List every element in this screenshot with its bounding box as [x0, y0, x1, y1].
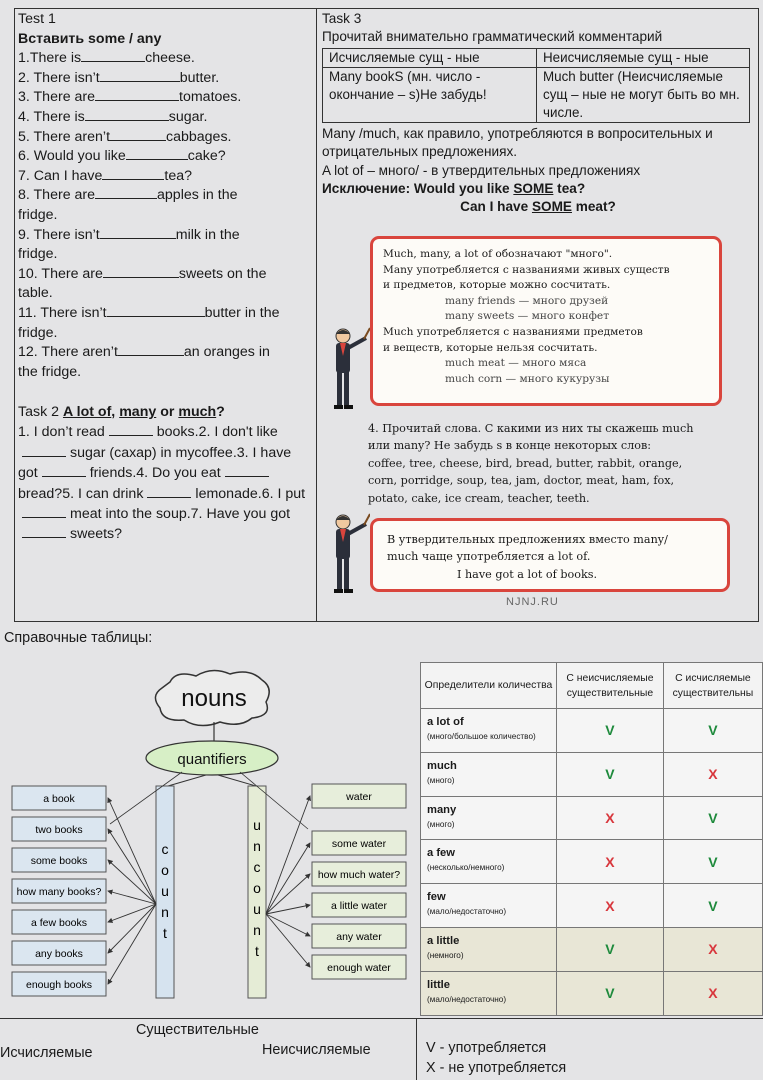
- qtable-determiner-cell: [421, 971, 557, 1015]
- task3-section: [322, 10, 754, 217]
- test1-section: [18, 10, 314, 382]
- task2-item-text: bread?: [18, 485, 63, 502]
- uncount-example-box: [266, 893, 406, 917]
- qtable-mark-cell: V: [557, 752, 664, 796]
- instr-much: much: [178, 404, 217, 420]
- exception-line-2: [322, 198, 754, 216]
- count-letter: t: [163, 925, 167, 941]
- task2-item-text: friends.: [89, 465, 137, 482]
- rule-line: и предметов, которые можно сосчитать.: [383, 279, 611, 292]
- qtable-row: [421, 752, 763, 796]
- qtable-mark-cell: X: [663, 752, 762, 796]
- uncount-letter: c: [253, 859, 261, 875]
- count-arrow: [108, 904, 156, 953]
- uncount-example-label: any water: [336, 931, 382, 943]
- test1-item-text: 10. There are: [18, 265, 103, 282]
- answer-blank[interactable]: [95, 187, 157, 199]
- answer-blank[interactable]: [81, 50, 145, 62]
- answer-blank[interactable]: [85, 109, 169, 121]
- uncount-arrow: [266, 874, 310, 914]
- footer-vertical-divider: [416, 1018, 417, 1080]
- exception-label: Исключение: Would you like: [322, 181, 514, 197]
- determiner-translation: (много/большое количество): [427, 732, 536, 741]
- rule-many-much: Many /much, как правило, употребляются в вопросительных и отрицательных предложениях.: [322, 125, 713, 160]
- rule-line: Much, many, a lot of обозначают "много".: [383, 248, 613, 260]
- rule-line: much чаще употребляется a lot of.: [387, 550, 591, 564]
- test1-item: [18, 108, 314, 128]
- qtable-determiner-cell: [421, 840, 557, 884]
- test1-item-text: cabbages.: [166, 128, 232, 145]
- test1-item: [18, 265, 314, 285]
- test1-item-text: 11. There isn’t: [18, 304, 107, 321]
- grammar-table: [322, 48, 750, 123]
- test1-item-text: cake?: [187, 148, 226, 165]
- count-arrow: [108, 904, 156, 984]
- qtable-mark-cell: V: [663, 840, 762, 884]
- qtable-header-determiner: Определители количества: [421, 663, 557, 709]
- uncount-letter: n: [253, 922, 261, 938]
- exercise-line: corn, porridge, soup, tea, jam, doctor, meat, ham, fox,: [368, 474, 675, 488]
- task2-item-text: sugar (сахар) in my: [70, 444, 195, 461]
- watermark: NJNJ.RU: [506, 596, 559, 608]
- exercise-line: coffee, tree, cheese, bird, bread, butter, rabbit, orange,: [368, 456, 683, 470]
- task3-title: Task 3: [322, 11, 362, 26]
- test1-item-text: tomatoes.: [179, 89, 242, 106]
- answer-blank[interactable]: [100, 70, 180, 82]
- uncount-letter: n: [253, 838, 261, 854]
- qtable-mark-cell: X: [557, 884, 664, 928]
- qtable-row: [421, 884, 763, 928]
- quantifiers-label: quantifiers: [177, 751, 247, 768]
- uncount-arrow: [266, 905, 310, 914]
- test1-item-text: cheese.: [145, 50, 195, 67]
- task2-item-text: 2. I don't like: [198, 424, 278, 441]
- test1-item-continuation: fridge.: [18, 324, 58, 341]
- answer-blank[interactable]: [100, 227, 176, 239]
- nouns-label: nouns: [181, 685, 247, 712]
- rule-line: и веществ, которые нельзя сосчитать.: [383, 341, 598, 354]
- instr-sep: or: [156, 404, 179, 420]
- uncount-arrow: [266, 914, 310, 967]
- count-letter: u: [161, 883, 169, 899]
- rule-line: I have got a lot of books.: [457, 567, 598, 581]
- determiner-name: much: [427, 759, 457, 772]
- qtable-header-uncountable: С неисчисляемые существительные: [557, 663, 664, 709]
- qtable-determiner-cell: [421, 796, 557, 840]
- answer-blank[interactable]: [147, 486, 191, 498]
- uncount-letter: u: [253, 817, 261, 833]
- qtable-mark-cell: V: [557, 927, 664, 971]
- uncount-arrow: [266, 914, 310, 936]
- uncount-example-label: how much water?: [317, 869, 401, 881]
- rule-line: many friends — много друзей: [445, 294, 609, 307]
- count-letter: n: [161, 904, 169, 920]
- task2-item-text: sweets?: [70, 526, 123, 543]
- count-example-label: two books: [35, 824, 83, 836]
- qtable-row: [421, 840, 763, 884]
- exception-some: SOME: [513, 181, 554, 197]
- determiner-name: little: [427, 978, 450, 991]
- answer-blank[interactable]: [225, 465, 269, 477]
- qtable-determiner-cell: [421, 884, 557, 928]
- task2-item-text: 3. I have got: [18, 444, 292, 482]
- rule-box-a-lot-of: [370, 518, 730, 592]
- uncount-example-label: a little water: [330, 900, 388, 912]
- task2-item-text: 5. I can drink: [62, 485, 144, 502]
- test1-item-continuation: table.: [18, 285, 53, 302]
- task2-item-text: 7. Have you got: [190, 506, 291, 523]
- column-divider: [316, 8, 317, 622]
- quantifiers-ellipse: [146, 741, 278, 775]
- task2-item: [62, 486, 262, 502]
- test1-item: [18, 69, 314, 89]
- uncount-arrow: [266, 843, 310, 914]
- count-example-box: [12, 879, 156, 904]
- qtable-row: [421, 971, 763, 1015]
- rule-line: В утвердительных предложениях вместо many/: [387, 533, 668, 546]
- test1-item-text: 1.There is: [18, 50, 82, 67]
- instr-many: many: [119, 404, 157, 420]
- test1-item-text: 12. There aren’t: [18, 344, 118, 361]
- task2-item-text: meat into the soup.: [70, 506, 191, 523]
- count-letter: c: [161, 841, 169, 857]
- answer-blank[interactable]: [126, 148, 188, 160]
- uncount-letter: o: [253, 880, 261, 896]
- determiner-name: a little: [427, 934, 460, 947]
- test1-item-text: an oranges in: [183, 344, 270, 361]
- answer-blank[interactable]: [42, 465, 86, 477]
- qtable-mark-cell: X: [557, 840, 664, 884]
- test1-item: [18, 128, 314, 148]
- instr-end: ?: [216, 404, 225, 420]
- rule-line: much corn — много кукурузы: [445, 372, 610, 385]
- quantifier-table: [420, 662, 763, 1016]
- uncount-letter: u: [253, 901, 261, 917]
- grammar-table-cell-uncountable: Much butter (Неисчисляемые сущ – ные не могут быть во мн. числе.: [537, 67, 750, 122]
- qtable-mark-cell: V: [557, 971, 664, 1015]
- task2-item-text: lemonade.: [195, 485, 262, 502]
- exception-line: [322, 180, 754, 198]
- qtable-mark-cell: V: [663, 884, 762, 928]
- test1-item-text: 6. Would you like: [18, 148, 126, 165]
- determiner-translation: (мало/недостаточно): [427, 907, 507, 917]
- qtable-mark-cell: V: [663, 709, 762, 753]
- qtable-row: [421, 927, 763, 971]
- qtable-determiner-cell: [421, 927, 557, 971]
- qtable-mark-cell: X: [557, 796, 664, 840]
- uncount-example-box: [266, 914, 406, 948]
- task2-item: [18, 424, 199, 440]
- test1-title: Test 1: [18, 11, 56, 27]
- grammar-table-header-uncountable: Неисчисляемые сущ - ные: [537, 48, 750, 67]
- rule-box-much-many: [370, 236, 722, 406]
- determiner-name: a few: [427, 847, 455, 860]
- answer-blank[interactable]: [118, 344, 184, 356]
- test1-item-text: apples in the: [157, 187, 238, 204]
- answer-blank[interactable]: [22, 526, 66, 538]
- task2-item-text: books.: [156, 424, 199, 441]
- test1-item-text: tea?: [164, 167, 193, 184]
- answer-blank[interactable]: [95, 89, 179, 101]
- qtable-mark-cell: V: [557, 709, 664, 753]
- task2-instruction: [63, 404, 225, 420]
- test1-item-text: 5. There aren’t: [18, 128, 111, 145]
- task2-item-text: 1. I don’t read: [18, 424, 105, 441]
- instr-sep: ,: [111, 404, 120, 420]
- teacher-figure-icon: [326, 326, 370, 412]
- answer-blank[interactable]: [22, 445, 66, 457]
- test1-item-text: 7. Can I have: [18, 167, 103, 184]
- qtable-mark-cell: V: [663, 796, 762, 840]
- test1-item-text: sugar.: [168, 108, 208, 125]
- answer-blank[interactable]: [109, 424, 153, 436]
- task2-section: [18, 402, 314, 545]
- qtable-row: [421, 709, 763, 753]
- exercise-line: potato, cake, ice cream, teacher, teeth.: [368, 491, 590, 505]
- test1-item-text: sweets on the: [178, 265, 267, 282]
- determiner-name: many: [427, 803, 457, 816]
- test1-item: [18, 88, 314, 108]
- test1-item: [18, 167, 314, 187]
- test1-item: [18, 186, 314, 206]
- rule-line: Much употребляется с названиями предметов: [383, 325, 643, 338]
- answer-blank[interactable]: [22, 506, 66, 518]
- count-example-label: a few books: [30, 917, 88, 929]
- determiner-translation: (много): [427, 775, 455, 785]
- legend-x: X - не употребляется: [426, 1060, 567, 1076]
- exercise-line: 4. Прочитай слова. С какими из них ты скажешь much: [368, 422, 694, 435]
- count-example-label: enough books: [26, 979, 92, 991]
- uncount-arrow: [266, 796, 310, 914]
- test1-item-text: butter.: [179, 69, 220, 86]
- determiner-name: a lot of: [427, 716, 464, 728]
- test1-instruction: Вставить some / any: [18, 30, 162, 47]
- answer-blank[interactable]: [102, 168, 164, 180]
- count-arrow: [108, 798, 156, 904]
- instr-a-lot-of: A lot of: [62, 404, 112, 420]
- qtable-mark-cell: X: [663, 927, 762, 971]
- reference-title: Справочные таблицы:: [4, 630, 153, 646]
- task2-item-text: 4. Do you eat: [136, 465, 221, 482]
- rule-line: many sweets — много конфет: [445, 310, 610, 323]
- qtable-header-countable: С исчисляемые существительны: [663, 663, 762, 709]
- test1-item-text: 2. There isn’t: [18, 69, 100, 86]
- qtable-row: [421, 796, 763, 840]
- task3-instruction: Прочитай внимательно грамматический комментарий: [322, 29, 663, 45]
- legend-v: V - употребляется: [426, 1040, 547, 1056]
- count-example-label: a book: [43, 793, 75, 805]
- determiner-translation: (мало/недостаточно): [427, 994, 507, 1004]
- test1-item-continuation: fridge.: [18, 246, 58, 263]
- determiner-translation: (немного): [427, 950, 464, 960]
- task2-item-continuation: coffee.: [194, 444, 237, 461]
- count-example-label: how many books?: [16, 886, 102, 898]
- exception-end: tea?: [553, 181, 586, 197]
- answer-blank[interactable]: [103, 266, 179, 278]
- test1-item: [18, 343, 314, 363]
- qtable-determiner-cell: [421, 752, 557, 796]
- uncount-example-label: enough water: [327, 962, 391, 974]
- uncount-example-label: water: [346, 791, 372, 803]
- determiner-translation: (несколько/немного): [427, 863, 505, 873]
- test1-item-text: butter in the: [204, 304, 280, 321]
- task2-items: [18, 422, 314, 544]
- footer-divider: [0, 1018, 763, 1019]
- footer-countable-label: Исчисляемые: [0, 1045, 93, 1061]
- exception2-end: meat?: [571, 199, 616, 215]
- footer-nouns-label: Существительные: [136, 1022, 259, 1038]
- grammar-table-header-countable: Исчисляемые сущ - ные: [323, 48, 537, 67]
- grammar-table-cell-countable: Many bookS (мн. число - окончание – s)Не забудь!: [323, 67, 537, 122]
- answer-blank[interactable]: [110, 129, 166, 141]
- nouns-diagram: [0, 664, 418, 1020]
- count-example-box: [12, 904, 156, 934]
- test1-item-text: 9. There isn’t: [18, 226, 100, 243]
- test1-item: [18, 147, 314, 167]
- rule-line: much meat — много мяса: [445, 357, 587, 370]
- nouns-cloud: [155, 670, 269, 725]
- qtable-determiner-cell: [421, 709, 557, 753]
- test1-item-text: milk in the: [175, 226, 240, 243]
- rule-line: Many употребляется с названиями живых существ: [383, 263, 670, 276]
- test1-item-continuation: fridge.: [18, 206, 58, 223]
- test1-item-text: 3. There are: [18, 89, 96, 106]
- test1-item: [18, 304, 314, 324]
- task2-title: Task 2: [18, 404, 60, 420]
- exercise-line: или many? Не забудь s в конце некоторых слов:: [368, 439, 652, 453]
- uncount-example-label: some water: [331, 838, 387, 850]
- exception2-pre: Can I have: [460, 199, 532, 215]
- determiner-translation: (много): [427, 819, 455, 829]
- task2-item-text: 6. I put: [261, 485, 306, 502]
- count-letter: o: [161, 862, 169, 878]
- uncount-letter: t: [255, 943, 259, 959]
- exception2-some: SOME: [531, 199, 572, 215]
- count-arrow: [108, 904, 156, 922]
- teacher-figure-icon: [326, 512, 370, 596]
- count-example-label: some books: [30, 855, 88, 867]
- footer-uncountable-label: Неисчисляемые: [262, 1042, 371, 1058]
- test1-item-continuation: the fridge.: [18, 363, 82, 380]
- test1-item: [18, 49, 314, 69]
- answer-blank[interactable]: [107, 305, 205, 317]
- test1-item-text: 4. There is: [18, 108, 85, 125]
- test1-item-text: 8. There are: [18, 187, 96, 204]
- exercise-4: [368, 420, 738, 507]
- rule-a-lot-of: A lot of – много/ - в утвердительных предложениях: [322, 162, 641, 178]
- count-example-label: any books: [35, 948, 83, 960]
- test1-item: [18, 226, 314, 246]
- qtable-mark-cell: X: [663, 971, 762, 1015]
- determiner-name: few: [427, 891, 446, 904]
